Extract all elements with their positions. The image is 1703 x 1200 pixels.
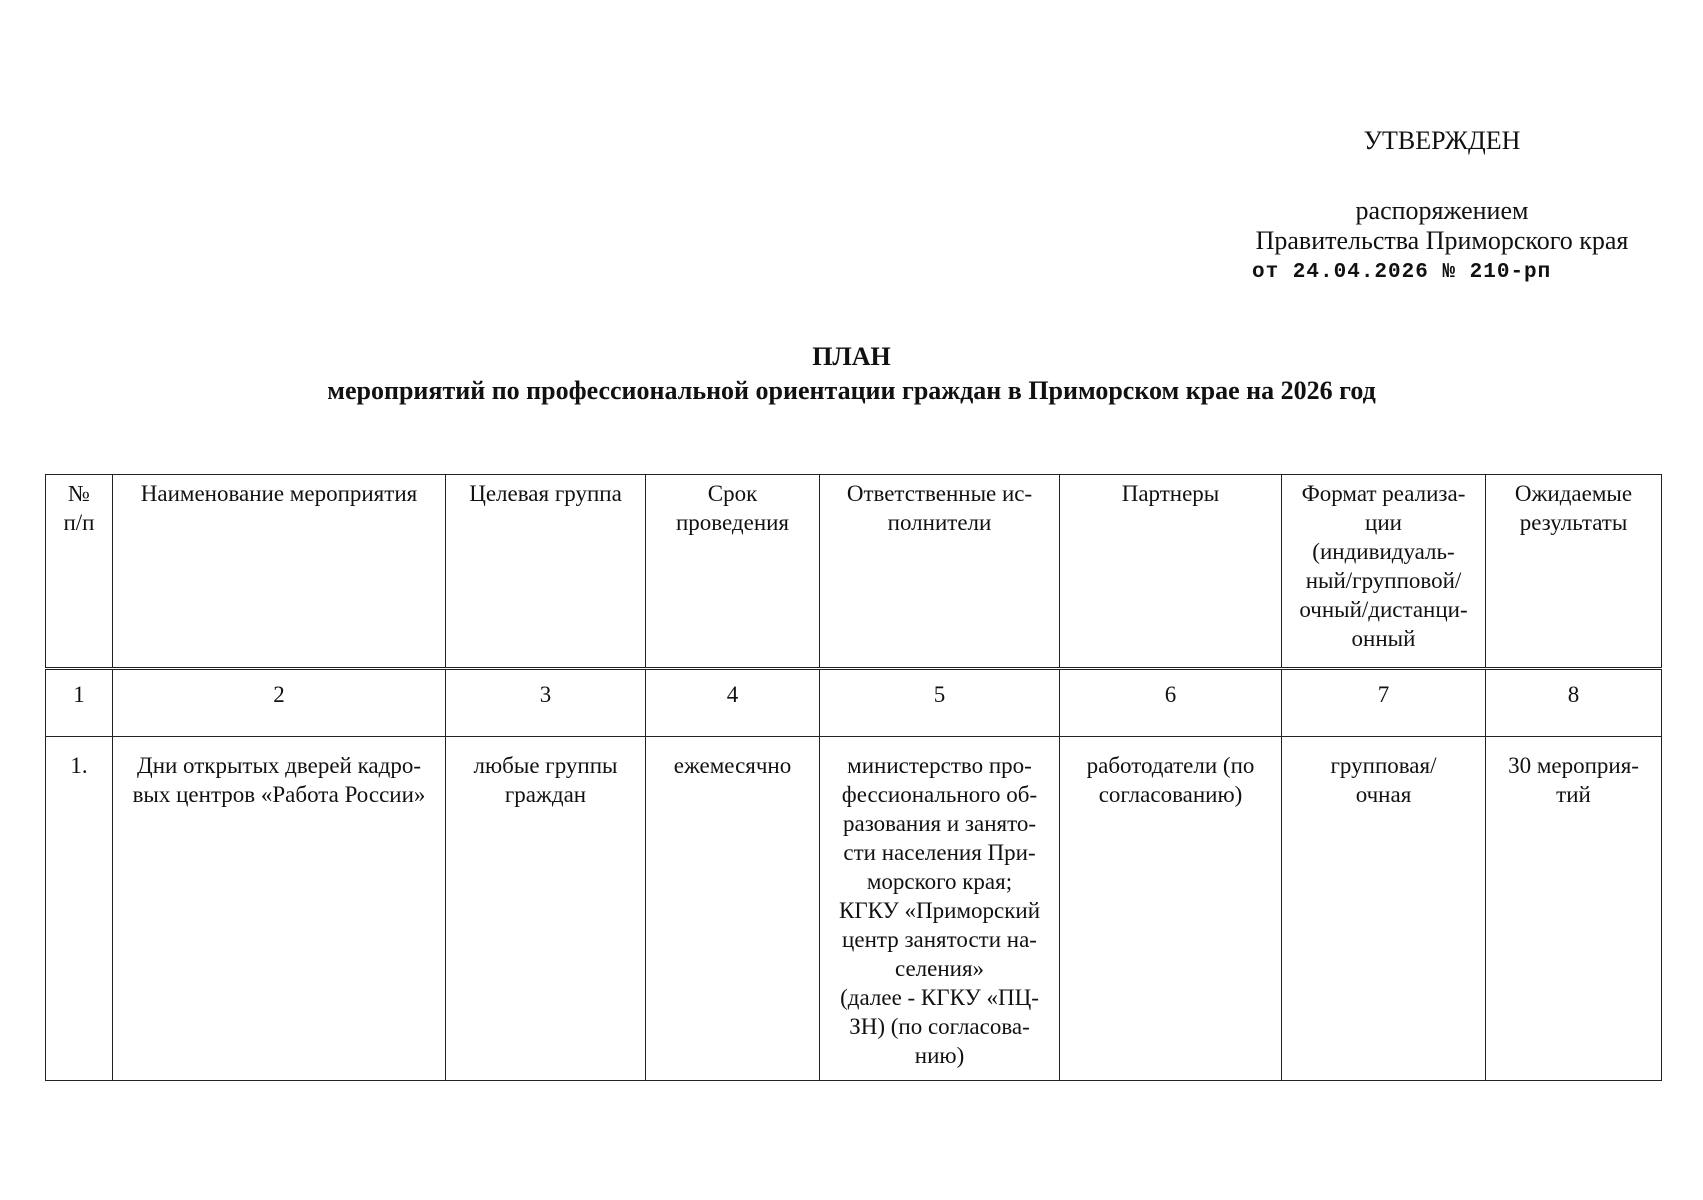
header-results: Ожидаемые результаты [1486, 475, 1662, 669]
column-number: 6 [1060, 669, 1282, 737]
row-target-group: любые группы граждан [446, 737, 646, 1081]
row-format: групповая/ очная [1282, 737, 1486, 1081]
title-main: ПЛАН [812, 342, 891, 371]
approval-stamp [1232, 126, 1652, 288]
column-number: 2 [113, 669, 446, 737]
table-header-row [46, 475, 1662, 669]
column-number: 1 [46, 669, 113, 737]
table-row [46, 737, 1662, 1081]
title-subtitle: мероприятий по профессиональной ориентации граждан в Приморском крае на 2026 год [327, 376, 1376, 405]
header-target-group: Целевая группа [446, 475, 646, 669]
row-results: 30 мероприя- тий [1486, 737, 1662, 1081]
approval-line-1: распоряжением [1355, 196, 1529, 225]
approved-label: УТВЕРЖДЕН [1363, 126, 1521, 155]
header-event-name: Наименование мероприятия [113, 475, 446, 669]
row-event-name: Дни открытых дверей кадро- вых центров «Работа России» [113, 737, 446, 1081]
plan-table [45, 474, 1662, 1081]
header-partners: Партнеры [1060, 475, 1282, 669]
row-responsible: министерство про- фессионального об- разования и занято- сти населения При- морского края; КГКУ «Приморский центр занятости на- селения» (далее - КГКУ «ПЦ- ЗН) (по согласова- нию) [820, 737, 1060, 1081]
column-number: 7 [1282, 669, 1486, 737]
column-number-row [46, 669, 1662, 737]
row-number: 1. [46, 737, 113, 1081]
header-period: Срок проведения [646, 475, 820, 669]
row-partners: работодатели (по согласованию) [1060, 737, 1282, 1081]
column-number: 5 [820, 669, 1060, 737]
column-number: 8 [1486, 669, 1662, 737]
row-period: ежемесячно [646, 737, 820, 1081]
approval-line-2: Правительства Приморского края [1255, 226, 1629, 255]
header-format: Формат реализа- ции (индивидуаль- ный/групповой/ очный/дистанци- онный [1282, 475, 1486, 669]
decree-number: от 24.04.2026 № 210-рп [1252, 261, 1552, 284]
column-number: 3 [446, 669, 646, 737]
header-number: № п/п [46, 475, 113, 669]
document-title [0, 340, 1703, 408]
header-responsible: Ответственные ис- полнители [820, 475, 1060, 669]
column-number: 4 [646, 669, 820, 737]
